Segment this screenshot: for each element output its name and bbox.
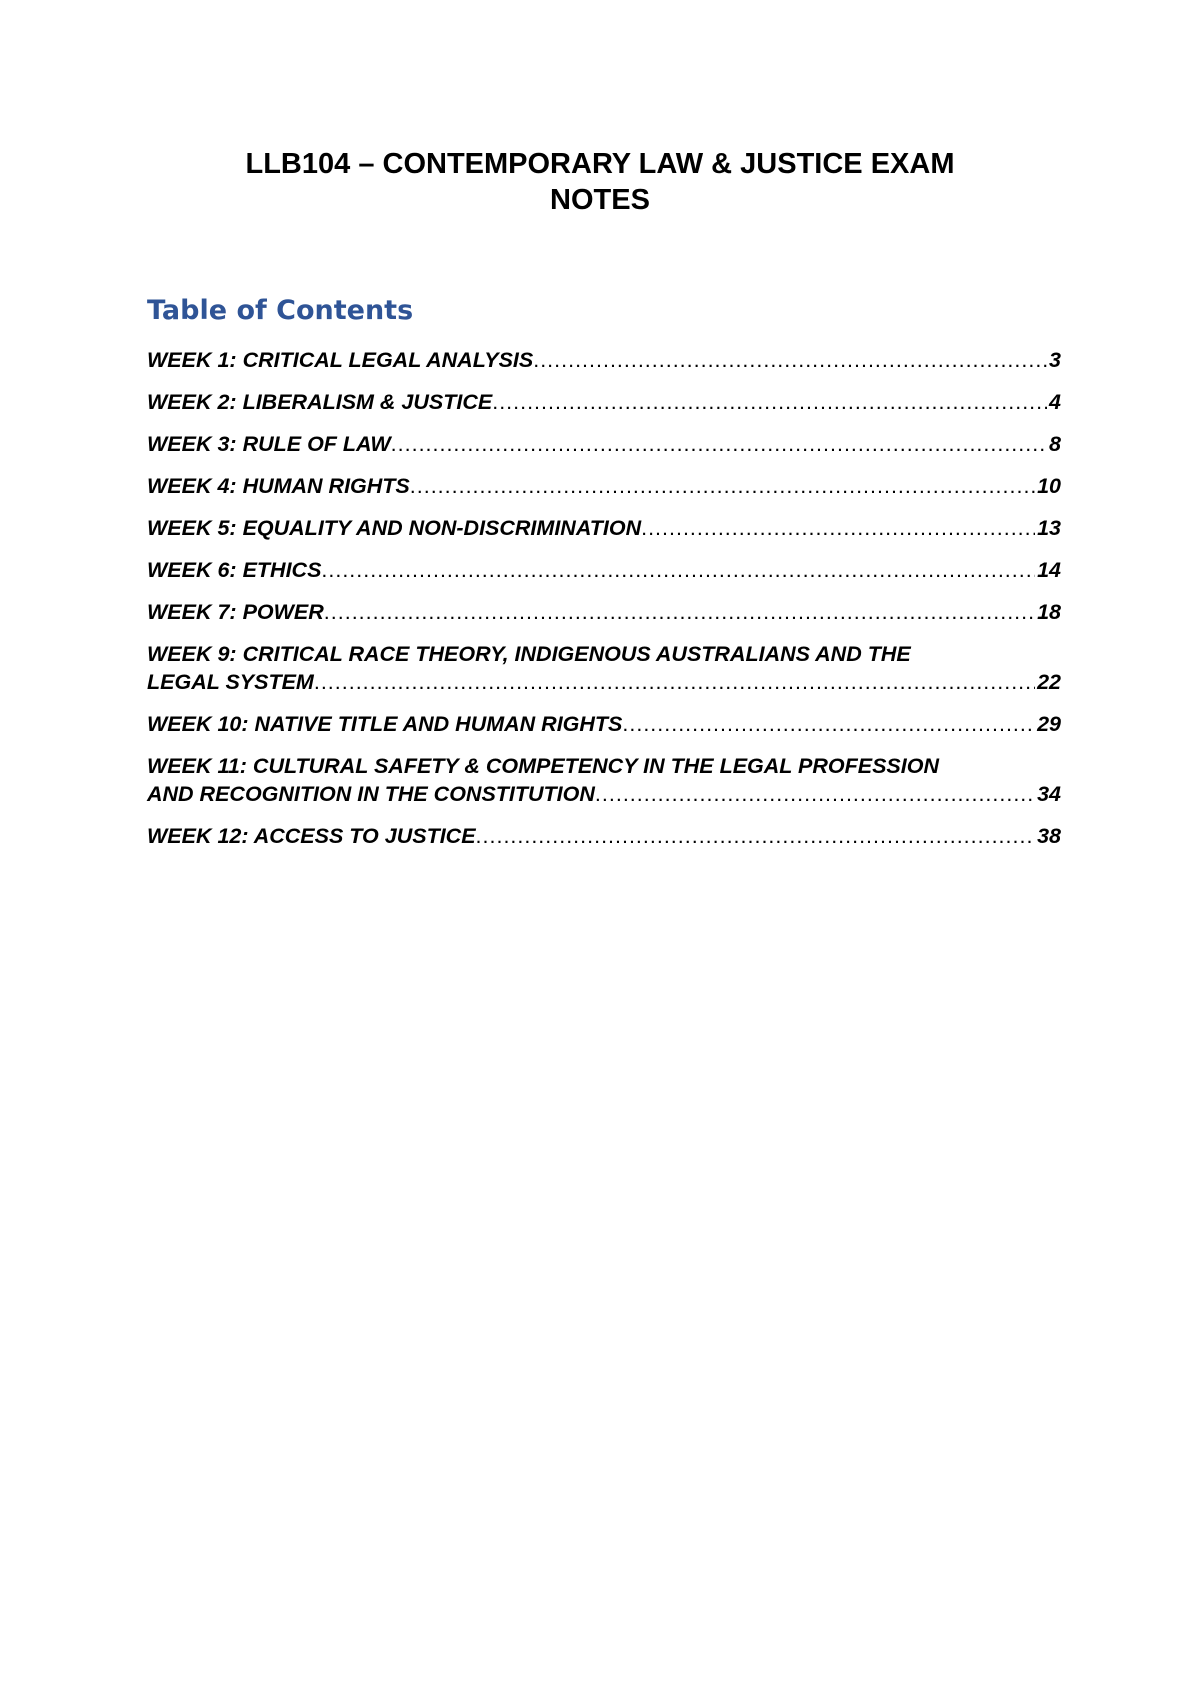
toc-page-number: 38 — [1037, 824, 1061, 848]
toc-page-number: 4 — [1049, 390, 1061, 414]
toc-dot-leader — [476, 822, 1036, 850]
toc-entry-week-3[interactable] — [147, 430, 1061, 458]
toc-entry-title: WEEK 10: NATIVE TITLE AND HUMAN RIGHTS — [147, 712, 623, 736]
toc-entry-title: WEEK 6: ETHICS — [147, 558, 322, 582]
toc-entry-title-line-2-row — [147, 780, 1061, 808]
toc-entry-week-4[interactable] — [147, 472, 1061, 500]
document-title-line-2: NOTES — [550, 184, 650, 216]
toc-page-number: 22 — [1037, 670, 1061, 694]
toc-entry-title-line-2: LEGAL SYSTEM — [147, 670, 314, 694]
toc-entry-title: WEEK 12: ACCESS TO JUSTICE — [147, 824, 476, 848]
toc-dot-leader — [622, 710, 1035, 738]
toc-page-number: 10 — [1037, 474, 1061, 498]
toc-entry-title-line-1: WEEK 11: CULTURAL SAFETY & COMPETENCY IN THE LEGAL PROFESSION — [147, 754, 939, 778]
toc-dot-leader — [324, 598, 1035, 626]
toc-entry-week-7[interactable] — [147, 598, 1061, 626]
toc-entry-title: WEEK 3: RULE OF LAW — [147, 432, 391, 456]
toc-page-number: 3 — [1049, 348, 1061, 372]
toc-entry-title-line-1: WEEK 9: CRITICAL RACE THEORY, INDIGENOUS AUSTRALIANS AND THE — [147, 642, 911, 666]
toc-entry-title: WEEK 5: EQUALITY AND NON-DISCRIMINATION — [147, 516, 642, 540]
toc-entry-week-5[interactable] — [147, 514, 1061, 542]
toc-entry-title: WEEK 2: LIBERALISM & JUSTICE — [147, 390, 493, 414]
toc-dot-leader — [410, 472, 1035, 500]
toc-page-number: 18 — [1037, 600, 1061, 624]
toc-page-number: 14 — [1037, 558, 1061, 582]
toc-dot-leader — [533, 346, 1047, 374]
toc-entry-week-12[interactable] — [147, 822, 1061, 850]
toc-entry-week-6[interactable] — [147, 556, 1061, 584]
toc-heading: Table of Contents — [147, 295, 414, 326]
toc-entry-title-line-2-row — [147, 668, 1061, 696]
toc-dot-leader — [321, 556, 1035, 584]
toc-page-number: 34 — [1037, 782, 1061, 806]
toc-page-number: 13 — [1037, 516, 1061, 540]
toc-dot-leader — [492, 388, 1047, 416]
toc-entry-title: WEEK 4: HUMAN RIGHTS — [147, 474, 410, 498]
toc-entry-week-11[interactable] — [147, 752, 1061, 808]
document-title-line-1: LLB104 – CONTEMPORARY LAW & JUSTICE EXAM — [245, 148, 955, 180]
toc-page-number: 8 — [1049, 432, 1061, 456]
document-title — [150, 146, 1050, 218]
toc-entry-title: WEEK 1: CRITICAL LEGAL ANALYSIS — [147, 348, 534, 372]
toc-dot-leader — [314, 668, 1035, 696]
toc-page-number: 29 — [1037, 712, 1061, 736]
toc-dot-leader — [391, 430, 1047, 458]
toc-entry-week-1[interactable] — [147, 346, 1061, 374]
toc-entry-week-2[interactable] — [147, 388, 1061, 416]
table-of-contents — [147, 346, 1061, 864]
toc-dot-leader — [641, 514, 1035, 542]
toc-entry-title: WEEK 7: POWER — [147, 600, 324, 624]
toc-entry-title-line-2: AND RECOGNITION IN THE CONSTITUTION — [147, 782, 595, 806]
toc-dot-leader — [595, 780, 1035, 808]
toc-entry-week-10[interactable] — [147, 710, 1061, 738]
toc-entry-week-9[interactable] — [147, 640, 1061, 696]
